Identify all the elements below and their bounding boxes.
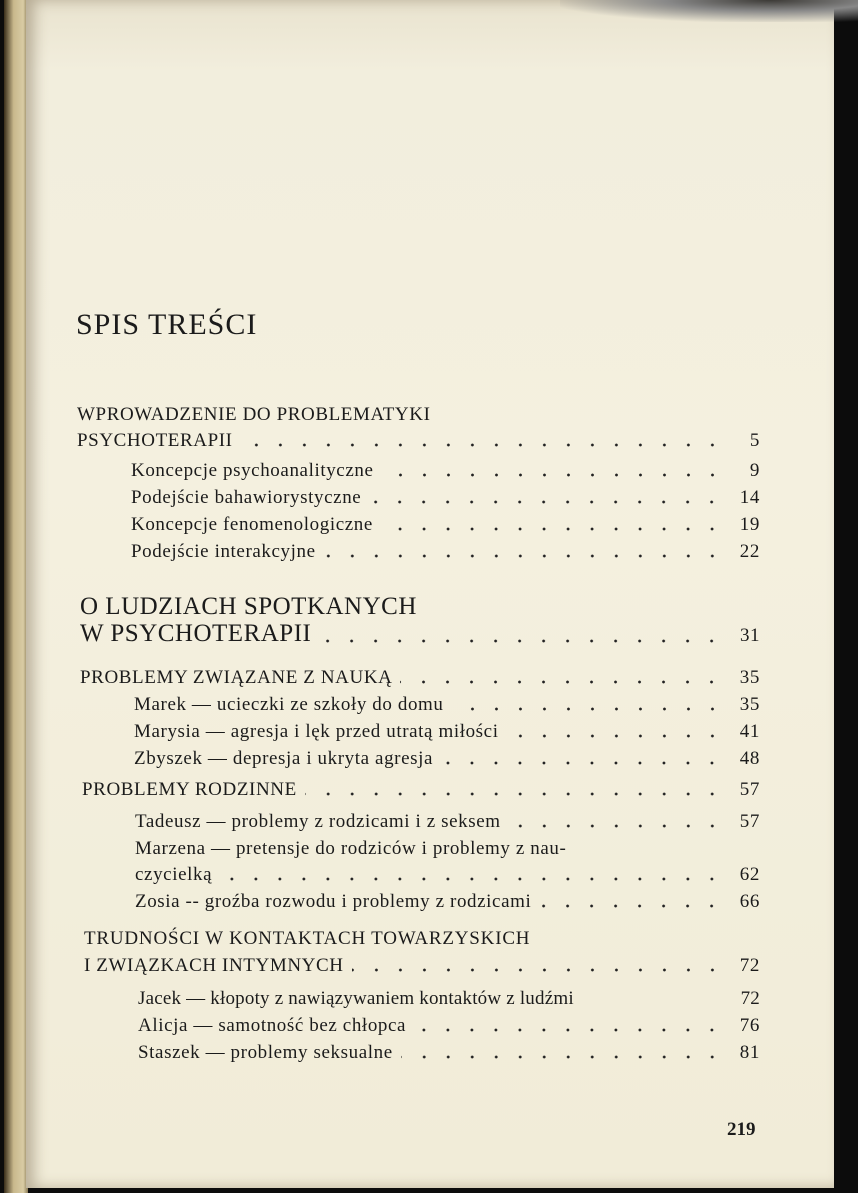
toc-entry[interactable] bbox=[80, 667, 760, 689]
dot-leader bbox=[414, 1028, 724, 1032]
dot-leader bbox=[352, 968, 724, 972]
toc-entry-text: Marzena — pretensje do rodziców i problemy z nau- bbox=[135, 838, 567, 859]
dot-leader bbox=[381, 527, 724, 531]
scan-shadow bbox=[560, 0, 858, 22]
toc-entry-text: PSYCHOTERAPII bbox=[77, 430, 233, 451]
toc-entry-text: czycielką bbox=[135, 864, 213, 885]
toc-entry[interactable] bbox=[138, 988, 760, 1010]
dot-leader bbox=[319, 639, 724, 643]
dot-leader bbox=[580, 1006, 732, 1010]
toc-entry[interactable] bbox=[134, 694, 760, 716]
toc-page-number: 14 bbox=[739, 487, 760, 508]
toc-page-number: 57 bbox=[739, 811, 760, 832]
toc-entry-text: PROBLEMY RODZINNE bbox=[82, 779, 297, 800]
toc-entry-text: Zosia -- groźba rozwodu i problemy z rodzicami bbox=[135, 891, 532, 912]
toc-entry-text: Koncepcje fenomenologiczne bbox=[131, 514, 373, 535]
toc-page-number: 35 bbox=[739, 694, 760, 715]
toc-entry[interactable] bbox=[131, 487, 760, 509]
toc-entry-text: Staszek — problemy seksualne bbox=[138, 1042, 393, 1063]
dot-leader bbox=[509, 824, 724, 828]
dot-leader bbox=[305, 792, 724, 796]
toc-entry-text: Zbyszek — depresja i ukryta agresja bbox=[134, 748, 434, 769]
toc-entry[interactable] bbox=[135, 891, 760, 913]
dot-leader bbox=[400, 680, 724, 684]
toc-entry-text: I ZWIĄZKACH INTYMNYCH bbox=[84, 955, 344, 976]
toc-entry-text: Jacek — kłopoty z nawiązywaniem kontaktów z ludźmi bbox=[138, 988, 574, 1009]
page-title: SPIS TREŚCI bbox=[76, 308, 258, 341]
book-spine-edge bbox=[4, 0, 28, 1193]
toc-entry-text: Podejście bahawiorystyczne bbox=[131, 487, 362, 508]
toc-entry[interactable] bbox=[131, 541, 760, 563]
dot-leader bbox=[441, 761, 724, 765]
toc-page-number: 62 bbox=[739, 864, 760, 885]
toc-entry[interactable] bbox=[82, 779, 760, 801]
toc-entry[interactable] bbox=[84, 955, 760, 977]
toc-entry-text: Koncepcje psychoanalityczne bbox=[131, 460, 374, 481]
dot-leader bbox=[220, 877, 724, 881]
toc-entry[interactable] bbox=[77, 430, 760, 452]
toc-entry-text: Alicja — samotność bez chłopca bbox=[138, 1015, 407, 1036]
toc-page-number: 76 bbox=[739, 1015, 760, 1036]
toc-entry-text: W PSYCHOTERAPII bbox=[80, 620, 312, 647]
toc-entry[interactable] bbox=[138, 1015, 760, 1037]
toc-page-number: 72 bbox=[739, 955, 760, 976]
toc-page-number: 72 bbox=[740, 988, 760, 1009]
toc-heading: O LUDZIACH SPOTKANYCH bbox=[80, 593, 417, 620]
toc-entry[interactable] bbox=[138, 1042, 760, 1064]
toc-page-number: 48 bbox=[739, 748, 760, 769]
toc-entry-text: Marysia — agresja i lęk przed utratą miłości bbox=[134, 721, 499, 742]
toc-entry-text: Tadeusz — problemy z rodzicami i z seksem bbox=[135, 811, 501, 832]
toc-page-number: 41 bbox=[739, 721, 760, 742]
toc-entry[interactable] bbox=[131, 460, 760, 482]
dot-leader bbox=[539, 904, 724, 908]
page-number: 219 bbox=[727, 1119, 756, 1140]
toc-entry[interactable] bbox=[134, 748, 760, 770]
toc-page-number: 81 bbox=[739, 1042, 760, 1063]
toc-entry-text: Podejście interakcyjne bbox=[131, 541, 316, 562]
dot-leader bbox=[241, 443, 724, 447]
toc-entry[interactable] bbox=[135, 864, 760, 886]
toc-entry[interactable] bbox=[80, 620, 760, 648]
toc-entry-text: Marek — ucieczki ze szkoły do domu bbox=[134, 694, 444, 715]
dot-leader bbox=[324, 554, 724, 558]
toc-page-number: 22 bbox=[739, 541, 760, 562]
toc-entry-text: PROBLEMY ZWIĄZANE Z NAUKĄ bbox=[80, 667, 393, 688]
dot-leader bbox=[382, 473, 724, 477]
toc-page-number: 19 bbox=[739, 514, 760, 535]
toc-heading: TRUDNOŚCI W KONTAKTACH TOWARZYSKICH bbox=[84, 928, 531, 949]
toc-page-number: 31 bbox=[740, 625, 760, 646]
toc-heading: WPROWADZENIE DO PROBLEMATYKI bbox=[77, 404, 431, 425]
dot-leader bbox=[507, 734, 724, 738]
dot-leader bbox=[401, 1055, 724, 1059]
dot-leader bbox=[369, 500, 724, 504]
toc-page-number: 35 bbox=[739, 667, 760, 688]
dot-leader bbox=[452, 707, 724, 711]
toc-entry[interactable] bbox=[135, 811, 760, 833]
toc-page-number: 9 bbox=[749, 460, 760, 481]
toc-page-number: 57 bbox=[739, 779, 760, 800]
toc-entry[interactable] bbox=[134, 721, 760, 743]
toc-page-number: 5 bbox=[749, 430, 760, 451]
toc-entry[interactable] bbox=[131, 514, 760, 536]
toc-page-number: 66 bbox=[739, 891, 760, 912]
